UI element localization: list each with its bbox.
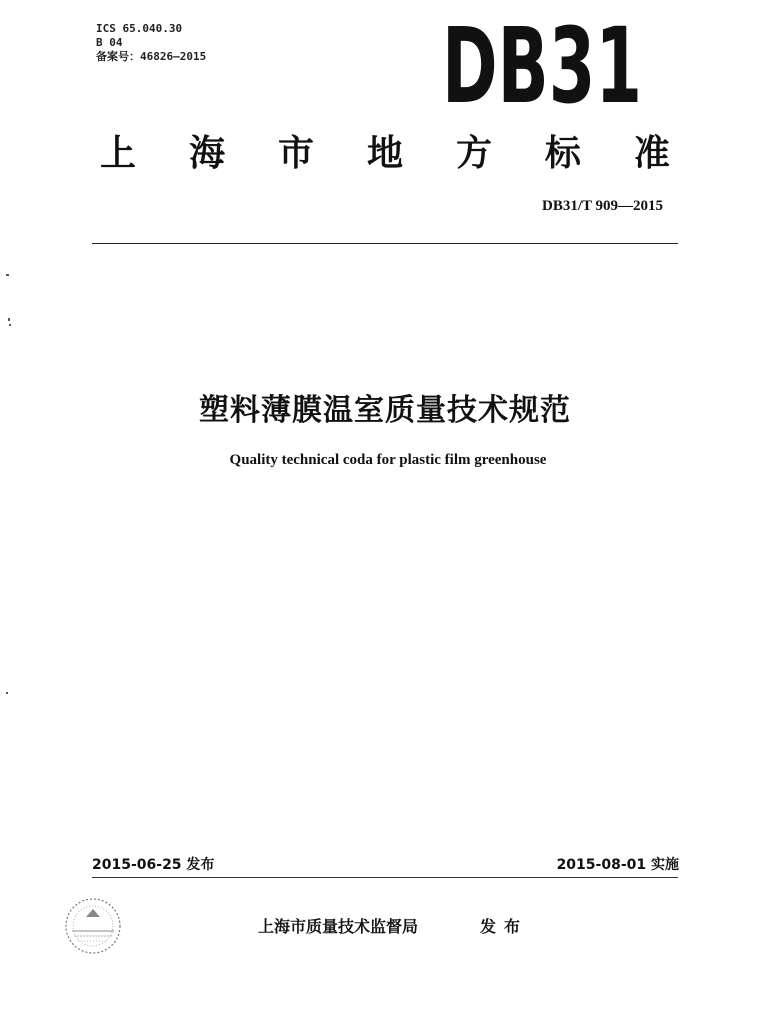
top-divider: [92, 243, 678, 244]
speck: [9, 324, 11, 326]
speck: [6, 274, 9, 276]
ics-code: ICS 65.040.30: [96, 22, 183, 35]
standard-type-char: 海: [188, 132, 225, 174]
standard-type-char: 上: [100, 132, 137, 174]
standard-type-char: 标: [544, 132, 581, 174]
speck: [6, 692, 8, 694]
issuing-action: 发布: [480, 917, 529, 936]
standard-type-char: 准: [633, 132, 670, 174]
title-chinese: 塑料薄膜温室质量技术规范: [199, 393, 571, 428]
implementation-date: 2015-08-01 实施: [556, 857, 679, 873]
speck: [8, 318, 10, 321]
issuing-authority: 上海市质量技术监督局: [258, 917, 419, 936]
title-english: Quality technical coda for plastic film greenhouse: [229, 452, 547, 468]
standard-type-char: 地: [366, 132, 403, 174]
document-meta: [96, 22, 206, 64]
bottom-divider: [92, 877, 678, 878]
issue-date: 2015-06-25 发布: [92, 857, 215, 873]
db31-logo-text: DB31: [442, 5, 642, 127]
official-seal-icon: [62, 895, 124, 957]
category-code: B 04: [96, 36, 123, 49]
standard-type-heading: [100, 128, 670, 172]
standard-number: DB31/T 909—2015: [542, 198, 663, 214]
db31-logo: [442, 5, 642, 127]
standard-type-char: 方: [455, 132, 492, 174]
standard-type-char: 市: [277, 132, 314, 174]
filing-number: 备案号：46826—2015: [96, 50, 207, 63]
